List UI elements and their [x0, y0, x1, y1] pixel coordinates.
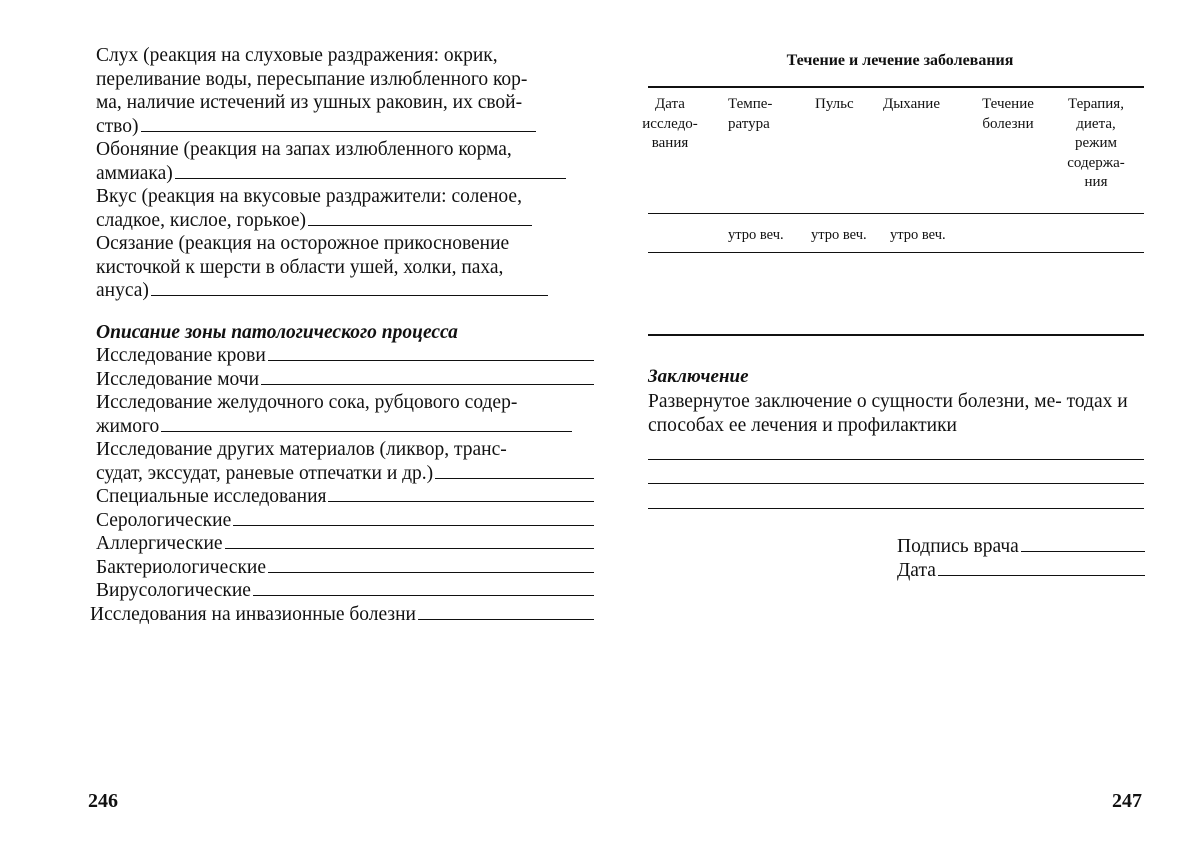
col-pulse: Пульс: [815, 96, 854, 112]
text-line: переливание воды, пересыпание излюбленного кор-: [96, 68, 528, 90]
fill-line: [225, 533, 594, 549]
field-label: ство): [96, 115, 139, 137]
fill-line: [253, 580, 594, 596]
conclusion-line: [648, 508, 1144, 509]
fill-line: [141, 116, 537, 132]
table-bottom-rule: [648, 334, 1144, 336]
col-date: Дата исследо- вания: [642, 96, 698, 151]
gastric-field: [96, 415, 572, 439]
fill-line: [308, 210, 532, 226]
date-label: Дата: [897, 560, 936, 581]
field-label: сладкое, кислое, горькое): [96, 209, 307, 231]
field-label: ануса): [96, 280, 149, 301]
virology-field: [96, 579, 594, 603]
fill-line: [418, 604, 594, 620]
conclusion-heading: Заключение: [648, 366, 749, 387]
fill-line: [328, 486, 594, 502]
hearing-field: [96, 115, 536, 139]
sub-pulse: утро веч.: [811, 227, 867, 243]
text-line: Осязание (реакция на осторожное прикосновение: [96, 233, 510, 254]
taste-field: [96, 209, 532, 233]
signature-label: Подпись врача: [897, 536, 1019, 557]
serology-field: [96, 509, 594, 533]
allergy-field: [96, 532, 594, 556]
fill-line: [1021, 536, 1145, 552]
field-label: судат, экссудат, раневые отпечатки и др.): [96, 462, 434, 484]
text-line: Слух (реакция на слуховые раздражения: окрик,: [96, 45, 498, 66]
invasive-field: [90, 603, 594, 627]
fill-line: [268, 557, 594, 573]
fill-line: [938, 560, 1145, 576]
field-label: Исследование мочи: [96, 368, 260, 390]
section-heading: Описание зоны патологического процесса: [96, 321, 458, 343]
text-line: Обоняние (реакция на запах излюбленного корма,: [96, 139, 512, 160]
field-label: Аллергические: [96, 533, 223, 554]
table-subheader-rule: [648, 252, 1144, 253]
text-line: Исследование желудочного сока, рубцового содер-: [96, 392, 518, 413]
table-title: Течение и лечение заболевания: [786, 52, 1014, 69]
col-therapy: Терапия, диета, режим содержа- ния: [1067, 96, 1125, 190]
other-materials-field: [96, 462, 594, 486]
col-course: Течение болезни: [982, 96, 1034, 132]
sub-temperature: утро веч.: [728, 227, 784, 243]
text-line: ма, наличие истечений из ушных раковин, их свой-: [96, 92, 523, 113]
left-page-text: [90, 44, 594, 626]
bacteriology-field: [96, 556, 594, 580]
field-label: Исследования на инвазионные болезни: [90, 603, 416, 625]
col-breathing: Дыхание: [883, 96, 940, 112]
special-field: [96, 485, 594, 509]
text-line: Исследование других материалов (ликвор, транс-: [96, 439, 507, 460]
fill-line: [268, 345, 594, 361]
fill-line: [233, 510, 594, 526]
fill-line: [261, 369, 594, 385]
urine-field: [96, 368, 594, 392]
fill-line: [161, 416, 572, 432]
field-label: Исследование крови: [96, 345, 266, 366]
smell-field: [96, 162, 566, 186]
page-number-left: 246: [88, 790, 118, 812]
blood-field: [96, 344, 594, 368]
field-label: Специальные исследования: [96, 486, 327, 507]
right-page: [600, 0, 1200, 847]
table-header-rule: [648, 213, 1144, 214]
fill-line: [151, 280, 548, 296]
field-label: аммиака): [96, 162, 173, 184]
touch-field: [96, 279, 548, 303]
conclusion-text: Развернутое заключение о сущности болезни, ме- тодах и способах ее лечения и профилактики: [648, 391, 1128, 436]
field-label: Бактериологические: [96, 556, 267, 578]
sub-breathing: утро веч.: [890, 227, 946, 243]
field-label: Серологические: [96, 509, 232, 531]
field-label: Вирусологические: [96, 580, 251, 601]
conclusion-line: [648, 483, 1144, 484]
signature-field: [897, 536, 1145, 558]
text-line: кисточкой к шерсти в области ушей, холки, паха,: [96, 256, 504, 278]
conclusion-line: [648, 459, 1144, 460]
col-temperature: Темпе- ратура: [728, 96, 773, 132]
text-line: Вкус (реакция на вкусовые раздражители: соленое,: [96, 186, 522, 207]
date-field: [897, 560, 1145, 582]
field-label: жимого: [96, 415, 160, 437]
fill-line: [175, 163, 566, 179]
fill-line: [435, 463, 594, 479]
page-number-right: 247: [1112, 790, 1142, 812]
table-top-rule: [648, 86, 1144, 88]
